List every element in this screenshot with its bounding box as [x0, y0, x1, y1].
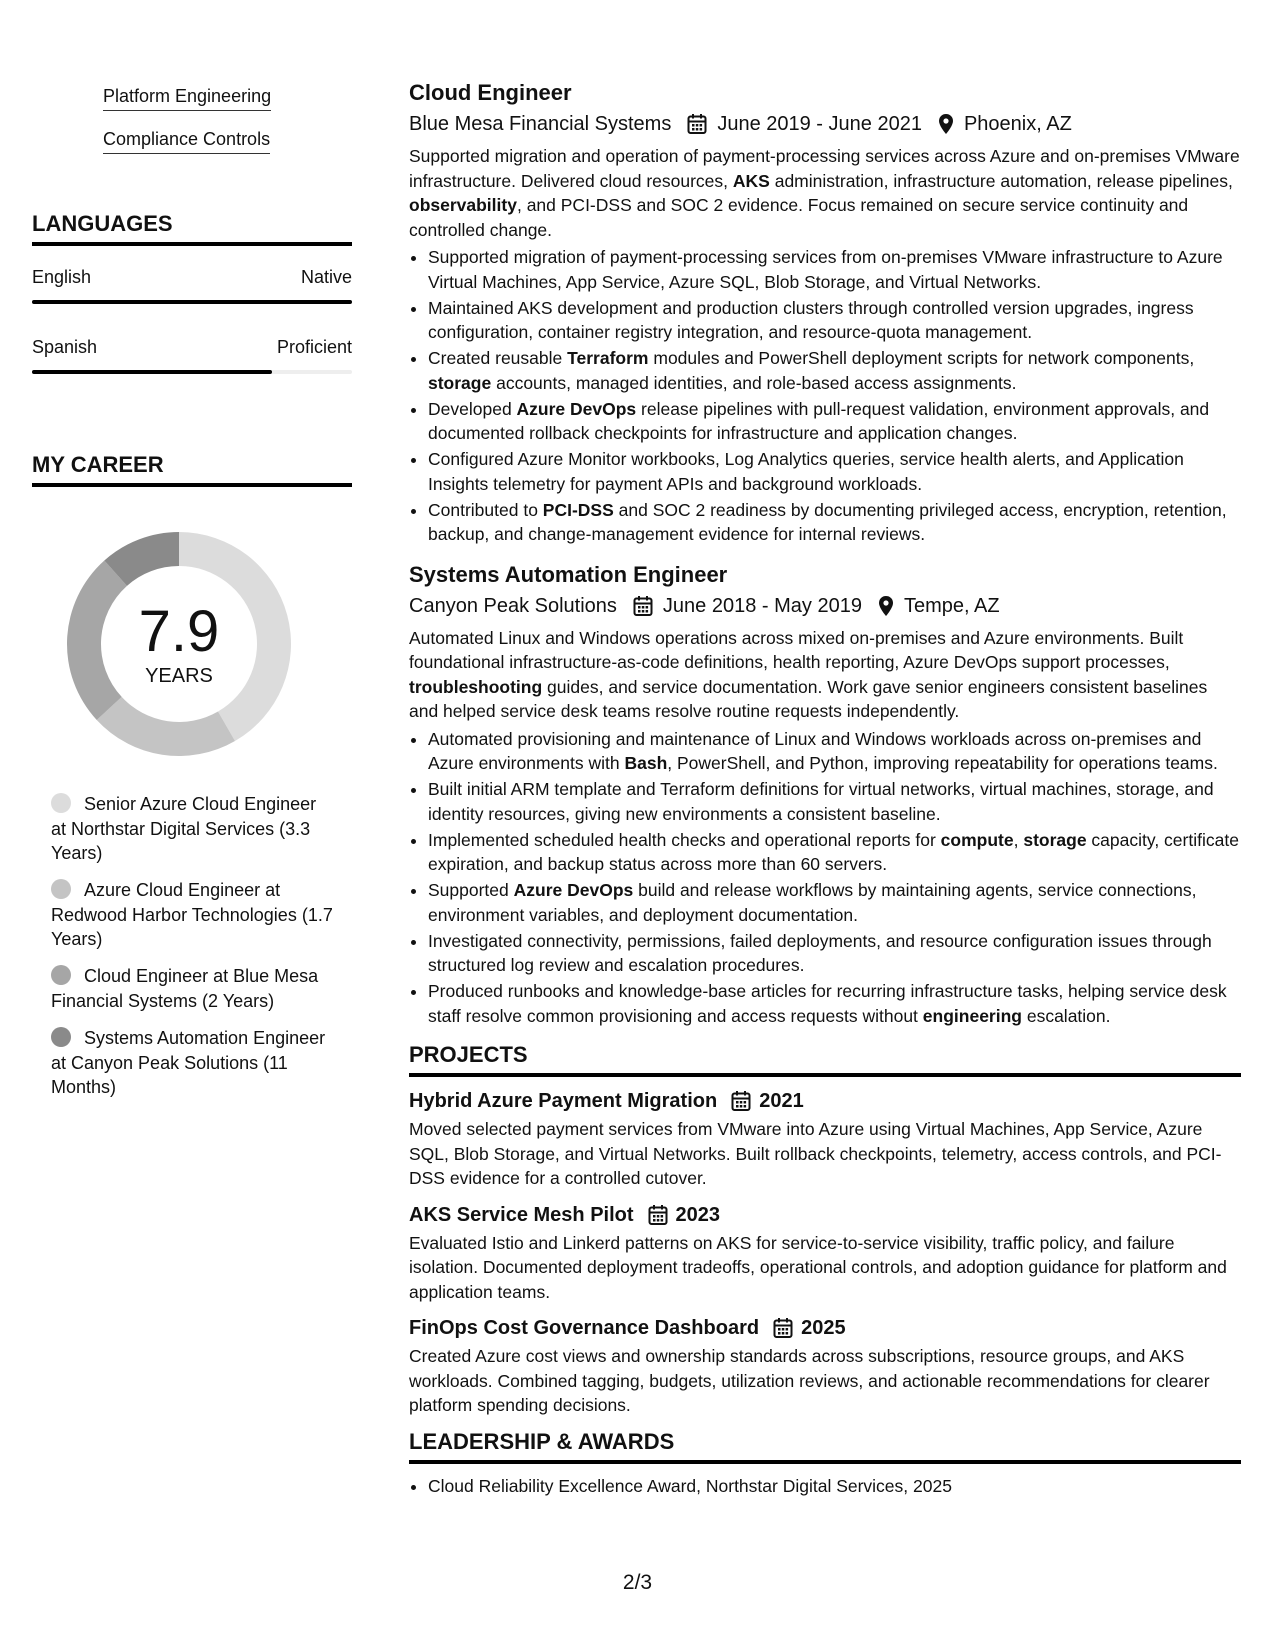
awards-list: [409, 1474, 1241, 1499]
job-company: Blue Mesa Financial Systems: [409, 113, 672, 135]
job-bullet: • Implemented scheduled health checks and operational reports for compute, storage capacity, certificate expiration, and backup status across more than 60 servers.: [428, 828, 1241, 877]
project-title: AKS Service Mesh Pilot: [409, 1203, 634, 1226]
job-bullets: [409, 727, 1241, 1029]
job-company: Canyon Peak Solutions: [409, 594, 617, 617]
legend-swatch: [51, 879, 71, 899]
language-name: English: [32, 267, 92, 287]
project-description: Created Azure cost views and ownership standards across subscriptions, resource groups, and AKS workloads. Combined tagging, budgets, utilization reviews, and actionable recommendations for clearer platform spending decisions.: [409, 1346, 1210, 1415]
project-year: 2025: [801, 1317, 846, 1339]
project-title-row: [409, 1314, 1241, 1342]
job-bullet: • Contributed to PCI-DSS and SOC 2 readiness by documenting privileged access, encryption, retention, backup, and change-management evidence for internal reviews.: [428, 498, 1241, 547]
award-item: • Cloud Reliability Excellence Award, Northstar Digital Services, 2025: [428, 1474, 1241, 1499]
job-entry: [409, 78, 1241, 547]
career-legend-label: Cloud Engineer at Blue Mesa Financial Systems (2 Years): [51, 966, 319, 1011]
calendar-icon: [687, 113, 707, 135]
career-heading: MY CAREER: [32, 452, 352, 487]
legend-swatch: [51, 793, 71, 813]
job-bullet: • Automated provisioning and maintenance of Linux and Windows workloads across on-premises and Azure environments with Bash, PowerShell, and Python, improving repeatability for operations teams.: [428, 727, 1241, 776]
job-bullet: • Produced runbooks and knowledge-base articles for recurring infrastructure tasks, helping service desk staff resolve common provisioning and access requests without engineering escalation.: [428, 979, 1241, 1028]
map-pin-icon: [878, 595, 894, 617]
job-dates: June 2018 - May 2019: [662, 594, 862, 617]
language-level: Proficient: [276, 337, 352, 357]
language-level: Native: [300, 267, 352, 287]
projects-heading: PROJECTS: [409, 1041, 1241, 1077]
career-legend-label: Senior Azure Cloud Engineer at Northstar Digital Services (3.3 Years): [51, 794, 317, 863]
project-title: Hybrid Azure Payment Migration: [409, 1090, 718, 1112]
job-summary: Supported migration and operation of payment-processing services across Azure and on-premises VMware infrastructure. Delivered cloud resources, AKS administration, infrastructure automation, release pipelines, observability, and PCI-DSS and SOC 2 evidence. Focus remained on secure service continuity and controlled change.: [409, 146, 1240, 240]
project-entry: [409, 1201, 1241, 1305]
job-title: Cloud Engineer: [409, 80, 572, 105]
legend-swatch: [51, 965, 71, 985]
career-legend-label: Systems Automation Engineer at Canyon Peak Solutions (11 Months): [51, 1028, 326, 1097]
job-dates: June 2019 - June 2021: [717, 113, 922, 135]
project-description: Moved selected payment services from VMware into Azure using Virtual Machines, App Service, Azure SQL, Blob Storage, and Virtual Networks. Built rollback checkpoints, telemetry, access controls, and PCI-DSS evidence for a controlled cutover.: [409, 1119, 1222, 1188]
project-description: Evaluated Istio and Linkerd patterns on AKS for service-to-service visibility, traffic policy, and failure isolation. Documented deployment tradeoffs, operational controls, and adoption guidance for platform and application teams.: [409, 1232, 1227, 1302]
job-entry: [409, 560, 1241, 1029]
career-total-value: 7.9: [138, 599, 220, 664]
job-location: Tempe, AZ: [903, 594, 1000, 617]
languages-heading: LANGUAGES: [32, 211, 352, 246]
calendar-icon: [633, 595, 653, 617]
job-bullet: • Investigated connectivity, permissions, failed deployments, and resource configuration issues through structured log review and escalation procedures.: [428, 929, 1241, 978]
career-total-unit: YEARS: [145, 665, 213, 687]
language-proficiency-fill: [32, 300, 352, 304]
job-meta: [409, 592, 1241, 620]
career-legend-item: [51, 878, 333, 952]
job-location: Phoenix, AZ: [963, 113, 1072, 135]
career-legend-item: [51, 1026, 333, 1100]
career-legend-item: [51, 964, 333, 1013]
career-donut-segment-2: [97, 697, 235, 756]
job-meta: [409, 110, 1241, 138]
calendar-icon: [648, 1204, 668, 1226]
page-number: 2/3: [622, 1571, 653, 1594]
job-bullet: • Maintained AKS development and production clusters through controlled version upgrades, ingress configuration, container registry integration, and resource-quota management.: [428, 296, 1241, 345]
job-title: Systems Automation Engineer: [409, 561, 728, 587]
job-bullet: • Supported migration of payment-processing services from on-premises VMware infrastructure to Azure Virtual Machines, App Service, Azure SQL, Blob Storage, and Virtual Networks.: [428, 245, 1241, 294]
job-summary: Automated Linux and Windows operations across mixed on-premises and Azure environments. Built foundational infrastructure-as-code definitions, health reporting, Azure DevOps support processes, troubleshooting guides, and service documentation. Work gave senior engineers consistent baselines and helped service desk teams resolve routine requests independently.: [409, 627, 1208, 721]
language-proficiency-bar: [32, 300, 352, 304]
project-title: FinOps Cost Governance Dashboard: [409, 1317, 760, 1339]
project-title-row: [409, 1201, 1241, 1229]
awards-heading: LEADERSHIP & AWARDS: [409, 1428, 1241, 1464]
job-bullet: • Created reusable Terraform modules and PowerShell deployment scripts for network components, storage accounts, managed identities, and role-based access assignments.: [428, 346, 1241, 395]
career-legend-item: [51, 792, 333, 866]
job-bullet: • Configured Azure Monitor workbooks, Log Analytics queries, service health alerts, and Application Insights telemetry for payment APIs and background workloads.: [428, 447, 1241, 496]
language-name: Spanish: [32, 337, 98, 357]
job-bullet: • Developed Azure DevOps release pipelines with pull-request validation, environment approvals, and documented rollback checkpoints for infrastructure and application changes.: [428, 397, 1241, 446]
skill-tag: Platform Engineering: [103, 86, 271, 111]
main-column: [409, 78, 1241, 1500]
job-bullet: • Supported Azure DevOps build and release workflows by maintaining agents, service connections, environment variables, and deployment documentation.: [428, 878, 1241, 927]
project-year: 2023: [675, 1203, 721, 1226]
job-bullet: • Built initial ARM template and Terraform definitions for virtual networks, virtual machines, storage, and identity resources, giving new environments a consistent baseline.: [428, 777, 1241, 826]
project-entry: [409, 1087, 1241, 1191]
project-year: 2021: [759, 1090, 804, 1112]
calendar-icon: [731, 1090, 751, 1112]
project-entry: [409, 1314, 1241, 1418]
calendar-icon: [773, 1317, 793, 1339]
project-title-row: [409, 1087, 1241, 1115]
legend-swatch: [51, 1027, 71, 1047]
map-pin-icon: [938, 113, 954, 135]
job-bullets: [409, 245, 1241, 547]
language-proficiency-bar: [32, 370, 352, 374]
career-legend-label: Azure Cloud Engineer at Redwood Harbor Technologies (1.7 Years): [51, 880, 333, 949]
skill-tag: Compliance Controls: [103, 129, 270, 154]
language-proficiency-fill: [32, 370, 272, 374]
